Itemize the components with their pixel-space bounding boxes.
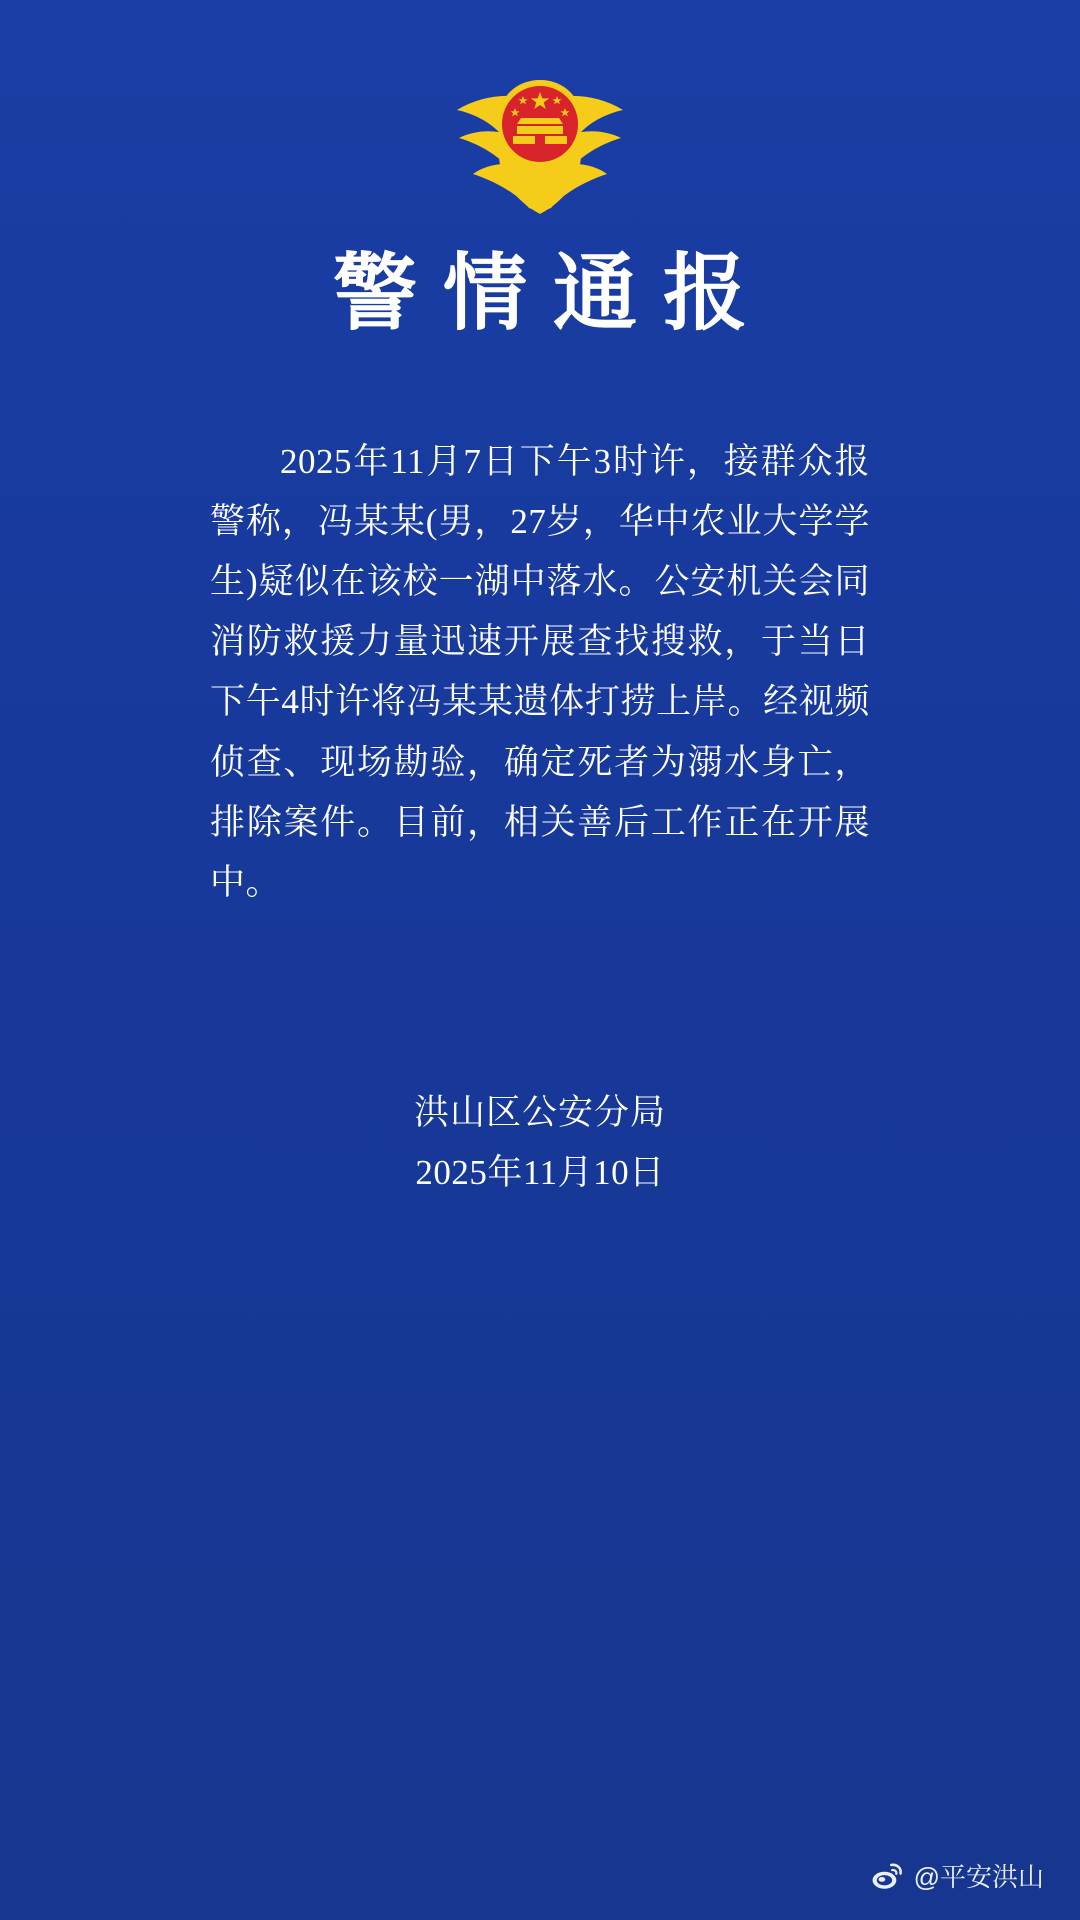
issue-date: 2025年11月10日 [415,1152,665,1192]
signature-block [210,1083,870,1202]
notice-body-paragraph: 2025年11月7日下午3时许，接群众报警称，冯某某(男，27岁，华中农业大学学生)疑似在该校一湖中落水。公安机关会同消防救援力量迅速开展查找搜救，于当日下午4时许将冯某某遗体打捞上岸。经视频侦查、现场勘验，确定死者为溺水身亡，排除案件。目前，相关善后工作正在开展中。 [210,441,870,902]
notice-body [210,432,870,914]
china-police-badge-icon [445,62,635,227]
page-title: 警情通报 [332,248,773,341]
weibo-watermark [870,1857,1044,1894]
weibo-icon [870,1859,904,1893]
weibo-handle: @平安洪山 [913,1862,1044,1892]
issuing-authority: 洪山区公安分局 [413,1093,666,1133]
